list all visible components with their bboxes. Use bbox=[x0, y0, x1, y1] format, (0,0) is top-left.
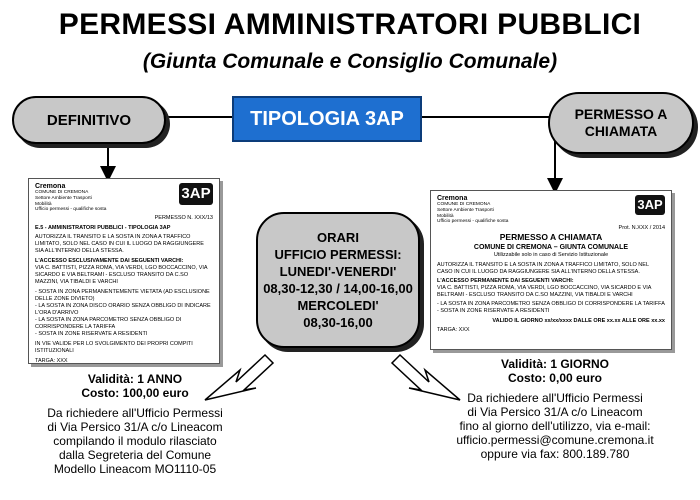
orari-box bbox=[256, 212, 420, 348]
email-text: ufficio.permessi@comune.cremona.it bbox=[456, 433, 654, 447]
tipologia-box bbox=[232, 96, 422, 142]
permit-document-definitivo bbox=[28, 178, 220, 364]
doc-targa: TARGA: XXX bbox=[437, 327, 470, 334]
info-line: di Via Persico 31/A c/o Lineacom bbox=[47, 420, 223, 434]
doc-org: Cremona bbox=[437, 195, 468, 202]
doc-paragraph: - SOSTA IN ZONE RISERVATE A RESIDENTI bbox=[35, 331, 148, 338]
orari-line: 08,30-12,30 / 14,00-16,00 bbox=[263, 281, 413, 296]
info-line: Modello Lineacom MO1110-05 bbox=[53, 462, 217, 476]
doc-paragraph: AUTORIZZA IL TRANSITO E LA SOSTA IN ZONA A TRAFFICO LIMITATO, SOLO NEL CASO IN CUI IL LUOGO DA RAGGIUNGERE SIA ALL'INTERNO DELLA STESSA. bbox=[437, 262, 649, 276]
doc-paragraph: - SOSTA IN ZONA PERMANENTEMENTE VIETATA (AD ESCLUSIONE DELLE ZONE DIVIETO) bbox=[35, 289, 210, 303]
info-line: Da richiedere all'Ufficio Permessi bbox=[47, 406, 223, 420]
cost-text: Costo: 0,00 euro bbox=[507, 371, 603, 385]
page-subtitle: (Giunta Comunale e Consiglio Comunale) bbox=[142, 50, 558, 73]
doc-org-line: Ufficio permessi - qualifiche sosta bbox=[437, 219, 509, 225]
definitivo-label: DEFINITIVO bbox=[46, 111, 132, 129]
doc-paragraph: - LA SOSTA IN ZONA PARCOMETRO SENZA OBBLIGO DI CORRISPONDERE LA TARIFFA bbox=[35, 317, 182, 331]
doc-permit-number: PERMESSO N. XXX/13 bbox=[154, 215, 213, 222]
doc-org-line: Ufficio permessi - qualifiche sosta bbox=[35, 207, 107, 213]
permit-document-chiamata bbox=[430, 190, 672, 350]
doc-valid-day: VALIDO IL GIORNO xx/xx/xxxx DALLE ORE xx.xx ALLE ORE xx.xx bbox=[492, 318, 665, 325]
cost-text: Costo: 100,00 euro bbox=[81, 386, 189, 400]
orari-line: ORARI bbox=[317, 230, 359, 245]
info-line: Da richiedere all'Ufficio Permessi bbox=[467, 391, 643, 405]
orari-line: UFFICIO PERMESSI: bbox=[274, 247, 402, 262]
doc-paragraph: AUTORIZZA IL TRANSITO E LA SOSTA IN ZONA A TRAFFICO LIMITATO, SOLO NEL CASO IN CUI IL LUOGO DA RAGGIUNGERE SIA ALL'INTERNO DELLA STESSA. bbox=[35, 234, 204, 255]
doc-org-line: Mobilità bbox=[437, 213, 454, 219]
doc-subheading: COMUNE DI CREMONA – GIUNTA COMUNALE bbox=[473, 244, 629, 252]
doc-org-line: Settore Ambiente Trasporti bbox=[35, 195, 92, 201]
orari-line: MERCOLEDI' bbox=[297, 298, 379, 313]
badge-3ap: 3AP bbox=[179, 183, 213, 205]
doc-org-line: COMUNE DI CREMONA bbox=[35, 190, 89, 195]
doc-paragraph: L'ACCESSO PERMANENTE DAI SEGUENTI VARCHI: bbox=[437, 278, 574, 285]
doc-paragraph: - SOSTA IN ZONE RISERVATE A RESIDENTI bbox=[437, 308, 550, 315]
chiamata-info bbox=[430, 357, 680, 461]
doc-heading: E.5 - AMMINISTRATORI PUBBLICI - TIPOLOGIA 3AP bbox=[35, 225, 171, 232]
chiamata-label-line2: CHIAMATA bbox=[584, 123, 658, 139]
doc-paragraph: - LA SOSTA IN ZONA DISCO ORARIO SENZA OBBLIGO DI INDICARE L'ORA D'ARRIVO bbox=[35, 303, 211, 317]
doc-heading: PERMESSO A CHIAMATA bbox=[499, 232, 603, 243]
permesso-chiamata-pill bbox=[548, 92, 694, 154]
fax-text: oppure via fax: 800.189.780 bbox=[480, 447, 630, 461]
validity-text: Validità: 1 GIORNO bbox=[500, 357, 610, 371]
definitivo-info bbox=[20, 372, 250, 476]
doc-paragraph: VIA C. BATTISTI, PIZZA ROMA, VIA VERDI, LGO BOCCACCINO, VIA SICARDO E VIA BELTRAMI - ESCLUSO TRANSITO DA C.SO MAZZINI, VIA TIBALDI E VARCHI bbox=[35, 265, 208, 286]
doc-org-line: Settore Ambiente Trasporti bbox=[437, 207, 494, 213]
doc-note: Utilizzabile solo in caso di Servizio Istituzionale bbox=[493, 252, 609, 259]
info-line: compilando il modulo rilasciato bbox=[53, 434, 217, 448]
definitivo-pill bbox=[12, 96, 166, 144]
doc-paragraph: VIA C. BATTISTI, PIZZA ROMA, VIA VERDI, LGO BOCCACCINO, VIA SICARDO E VIA BELTRAMI - ESCLUSO TRANSITO DA C.SO MAZZINI, VIA TIBALDI E VARCHI bbox=[437, 285, 652, 299]
tipologia-label: TIPOLOGIA 3AP bbox=[250, 107, 404, 130]
info-line: dalla Segreteria del Comune bbox=[58, 448, 212, 462]
info-line: di Via Persico 31/A c/o Lineacom bbox=[467, 405, 643, 419]
page-title: PERMESSI AMMINISTRATORI PUBBLICI bbox=[58, 8, 642, 41]
doc-org: Cremona bbox=[35, 183, 66, 190]
doc-paragraph: - LA SOSTA IN ZONA PARCOMETRO SENZA OBBLIGO DI CORRISPONDERE LA TARIFFA bbox=[437, 301, 665, 308]
doc-targa: TARGA: XXX bbox=[35, 358, 68, 364]
orari-line: LUNEDI'-VENERDI' bbox=[279, 264, 397, 279]
doc-org-line: Mobilità bbox=[35, 201, 52, 207]
doc-org-line: COMUNE DI CREMONA bbox=[437, 202, 491, 207]
doc-prot-number: Prot. N.XXX / 2014 bbox=[618, 225, 665, 232]
doc-paragraph: L'ACCESSO ESCLUSIVAMENTE DAI SEGUENTI VARCHI: bbox=[35, 258, 184, 265]
info-line: fino al giorno dell'utilizzo, via e-mail: bbox=[459, 419, 651, 433]
validity-text: Validità: 1 ANNO bbox=[87, 372, 183, 386]
doc-paragraph: IN VIE VALIDE PER LO SVOLGIMENTO DEI PROPRI COMPITI ISTITUZIONALI bbox=[35, 341, 193, 355]
chiamata-label-line1: PERMESSO A bbox=[574, 106, 668, 122]
badge-3ap: 3AP bbox=[635, 195, 665, 215]
orari-line: 08,30-16,00 bbox=[303, 315, 373, 330]
